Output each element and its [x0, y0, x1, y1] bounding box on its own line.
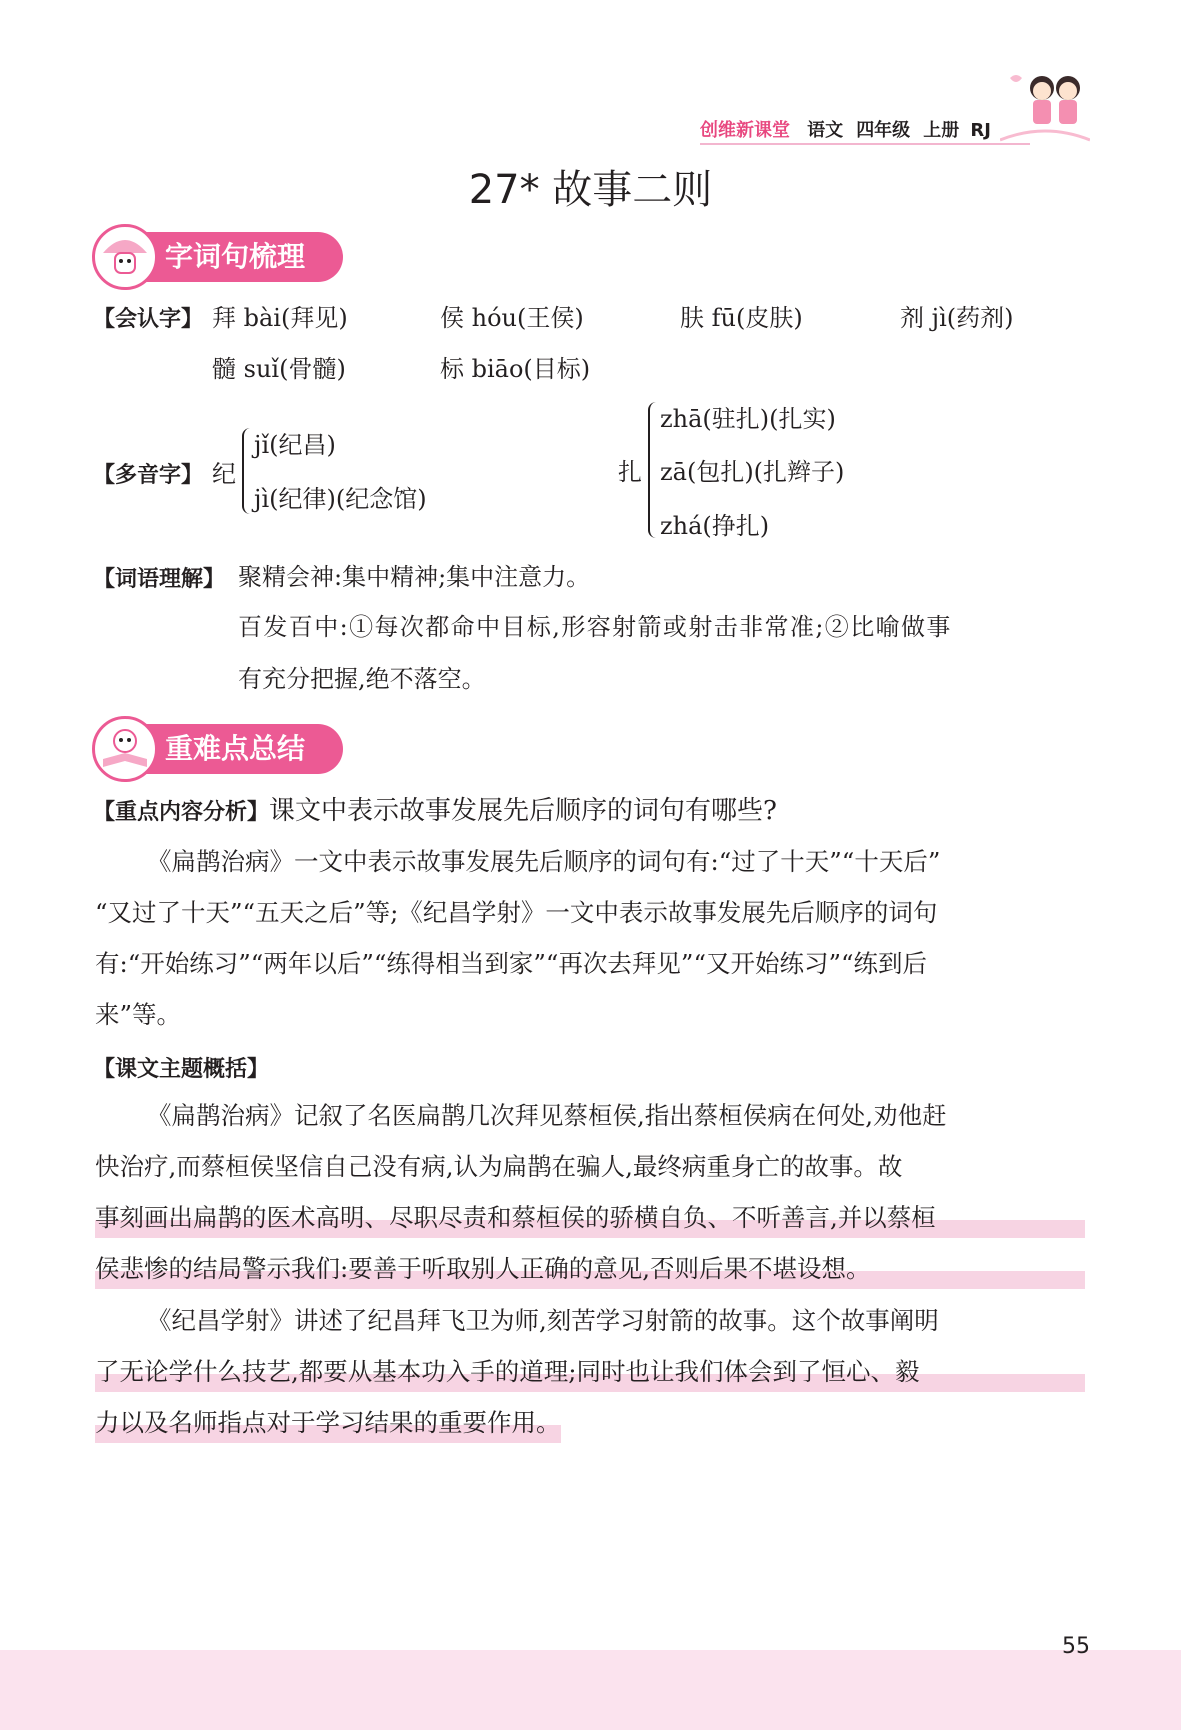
ci-definition: 聚精会神:集中精神;集中注意力。	[238, 563, 591, 591]
polyphone-char-ji: 纪	[212, 460, 236, 488]
theme-line: 快治疗,而蔡桓侯坚信自己没有病,认为扁鹊在骗人,最终病重身亡的故事。故	[95, 1152, 903, 1181]
header-bar	[700, 116, 1085, 146]
header-underline	[700, 143, 1030, 145]
tag-hui-ren-zi: 【会认字】	[93, 307, 204, 332]
book-mascot-icon	[92, 716, 158, 782]
polyphone-char-zha: 扎	[618, 458, 642, 486]
hui-item: 髓 suǐ(骨髓)	[212, 355, 346, 383]
header-subject: 语文	[807, 120, 844, 141]
theme-line: 《扁鹊治病》记叙了名医扁鹊几次拜见蔡桓侯,指出蔡桓侯病在何处,劝他赶	[147, 1101, 947, 1130]
header-volume: 上册	[923, 120, 960, 141]
theme-line-highlighted: 力以及名师指点对于学习结果的重要作用。	[95, 1397, 561, 1448]
zha-reading: zhā(驻扎)(扎实)	[660, 405, 836, 433]
brace-zha	[648, 402, 660, 538]
section-label-vocab: 字词句梳理	[165, 240, 306, 273]
mushroom-mascot-icon	[92, 224, 158, 290]
hui-item: 剂 jì(药剂)	[900, 304, 1014, 332]
theme-paragraph-1	[95, 1090, 1085, 1294]
theme-line-highlighted: 了无论学什么技艺,都要从基本功入手的道理;同时也让我们体会到了恒心、毅	[95, 1346, 1085, 1397]
ci-definition: 百发百中:①每次都命中目标,形容射箭或射击非常准;②比喻做事	[238, 613, 952, 641]
analysis-line: 来”等。	[95, 1000, 182, 1029]
hui-item: 拜 bài(拜见)	[212, 304, 348, 332]
hui-item: 肤 fū(皮肤)	[680, 304, 803, 332]
theme-line-highlighted: 侯悲惨的结局警示我们:要善于听取别人正确的意见,否则后果不堪设想。	[95, 1243, 1085, 1294]
zha-reading: zhá(挣扎)	[660, 512, 770, 540]
theme-paragraph-2	[95, 1295, 1085, 1448]
ci-definition: 有充分把握,绝不落空。	[238, 665, 486, 693]
zha-reading: zā(包扎)(扎辫子)	[660, 458, 845, 486]
tag-duo-yin-zi: 【多音字】	[93, 463, 204, 488]
analysis-heading	[93, 794, 777, 830]
page-number: 55	[1062, 1634, 1090, 1659]
brace-ji	[242, 428, 254, 514]
ji-reading: jì(纪律)(纪念馆)	[254, 485, 427, 513]
theme-line-highlighted: 事刻画出扁鹊的医术高明、尽职尽责和蔡桓侯的骄横自负、不听善言,并以蔡桓	[95, 1192, 1085, 1243]
footer-band	[0, 1650, 1181, 1730]
analysis-question: 课文中表示故事发展先后顺序的词句有哪些?	[269, 796, 777, 826]
analysis-line: 有:“开始练习”“两年以后”“练得相当到家”“再次去拜见”“又开始练习”“练到后	[95, 949, 928, 978]
analysis-line: 《扁鹊治病》一文中表示故事发展先后顺序的词句有:“过了十天”“十天后”	[147, 847, 941, 876]
page-title: 27* 故事二则	[468, 167, 713, 213]
hui-item: 标 biāo(目标)	[440, 355, 591, 383]
header-brand: 创维新课堂	[700, 120, 790, 141]
theme-line: 《纪昌学射》讲述了纪昌拜飞卫为师,刻苦学习射箭的故事。这个故事阐明	[147, 1306, 939, 1335]
section-label-key-points: 重难点总结	[165, 732, 306, 765]
analysis-paragraph	[95, 836, 1085, 1040]
analysis-line: “又过了十天”“五天之后”等;《纪昌学射》一文中表示故事发展先后顺序的词句	[95, 898, 938, 927]
tag-theme: 【课文主题概括】	[93, 1057, 270, 1082]
header-grade: 四年级	[856, 120, 911, 141]
ji-reading: jǐ(纪昌)	[254, 431, 336, 459]
hui-item: 侯 hóu(王侯)	[440, 304, 584, 332]
tag-analysis: 【重点内容分析】	[93, 800, 270, 825]
header-edition: RJ	[970, 120, 991, 141]
tag-ci-yu-li-jie: 【词语理解】	[93, 567, 226, 592]
